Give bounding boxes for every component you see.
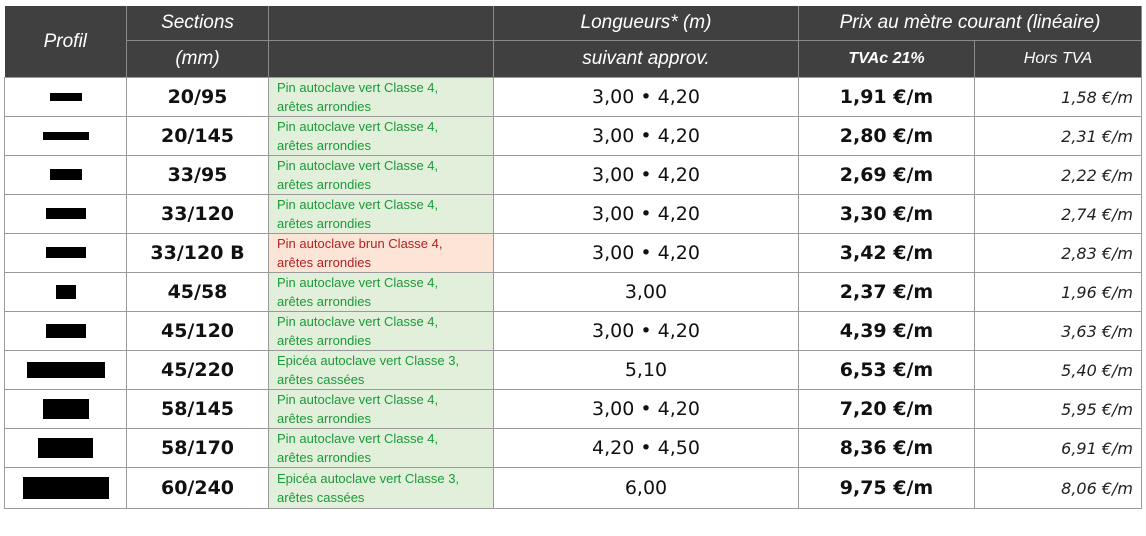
- profile-shape: [23, 477, 109, 499]
- profile-shape: [43, 399, 89, 419]
- section-cell: 58/145: [127, 390, 269, 429]
- section-cell: 60/240: [127, 468, 269, 509]
- table-row: [5, 195, 1142, 234]
- description-cell: [269, 78, 494, 117]
- profile-cell: [5, 117, 127, 156]
- price-tvac-cell: 6,53 €/m: [799, 351, 975, 390]
- profile-shape: [46, 208, 86, 219]
- price-tvac-cell: 1,91 €/m: [799, 78, 975, 117]
- price-hors-tva-cell: 1,58 €/m: [975, 78, 1142, 117]
- description-cell: [269, 429, 494, 468]
- length-cell: 3,00 • 4,20: [494, 78, 799, 117]
- length-cell: 3,00 • 4,20: [494, 312, 799, 351]
- description-line-2: arêtes arrondies: [277, 138, 371, 153]
- section-cell: 20/145: [127, 117, 269, 156]
- price-hors-tva-cell: 5,40 €/m: [975, 351, 1142, 390]
- length-cell: 3,00 • 4,20: [494, 195, 799, 234]
- price-hors-tva-cell: 3,63 €/m: [975, 312, 1142, 351]
- price-table-container: [4, 6, 1141, 509]
- section-cell: 33/120: [127, 195, 269, 234]
- price-tvac-cell: 7,20 €/m: [799, 390, 975, 429]
- length-cell: 3,00 • 4,20: [494, 117, 799, 156]
- description-line-2: arêtes cassées: [277, 490, 365, 505]
- header-description-blank: [269, 6, 494, 41]
- table-row: [5, 273, 1142, 312]
- profile-shape: [38, 438, 93, 458]
- profile-cell: [5, 429, 127, 468]
- profile-cell: [5, 390, 127, 429]
- price-hors-tva-cell: 1,96 €/m: [975, 273, 1142, 312]
- table-row: [5, 312, 1142, 351]
- table-row: [5, 390, 1142, 429]
- description-cell: [269, 234, 494, 273]
- length-cell: 4,20 • 4,50: [494, 429, 799, 468]
- description-line-1: Pin autoclave vert Classe 4,: [277, 158, 439, 173]
- description-line-1: Pin autoclave vert Classe 4,: [277, 197, 439, 212]
- length-cell: 3,00 • 4,20: [494, 390, 799, 429]
- price-hors-tva-cell: 6,91 €/m: [975, 429, 1142, 468]
- table-row: [5, 78, 1142, 117]
- table-row: [5, 429, 1142, 468]
- section-cell: 45/58: [127, 273, 269, 312]
- profile-shape: [46, 247, 86, 258]
- description-line-2: arêtes arrondies: [277, 333, 371, 348]
- profile-cell: [5, 273, 127, 312]
- header-longueurs-note: suivant approv.: [494, 41, 799, 78]
- profile-shape: [46, 324, 86, 338]
- price-tvac-cell: 9,75 €/m: [799, 468, 975, 509]
- description-line-2: arêtes arrondies: [277, 411, 371, 426]
- price-hors-tva-cell: 5,95 €/m: [975, 390, 1142, 429]
- length-cell: 5,10: [494, 351, 799, 390]
- price-tvac-cell: 3,42 €/m: [799, 234, 975, 273]
- description-line-2: arêtes cassées: [277, 372, 365, 387]
- price-table-body: [5, 78, 1142, 509]
- profile-shape: [50, 169, 82, 180]
- description-cell: [269, 156, 494, 195]
- description-line-1: Pin autoclave vert Classe 4,: [277, 119, 439, 134]
- table-row: [5, 156, 1142, 195]
- length-cell: 3,00 • 4,20: [494, 234, 799, 273]
- description-line-1: Pin autoclave vert Classe 4,: [277, 80, 439, 95]
- description-line-1: Pin autoclave vert Classe 4,: [277, 431, 439, 446]
- length-cell: 3,00: [494, 273, 799, 312]
- header-sections: Sections: [127, 6, 269, 41]
- length-cell: 3,00 • 4,20: [494, 156, 799, 195]
- section-cell: 45/120: [127, 312, 269, 351]
- description-cell: [269, 117, 494, 156]
- header-sections-unit: (mm): [127, 41, 269, 78]
- price-tvac-cell: 2,37 €/m: [799, 273, 975, 312]
- header-prix: Prix au mètre courant (linéaire): [799, 6, 1142, 41]
- price-tvac-cell: 2,80 €/m: [799, 117, 975, 156]
- section-cell: 58/170: [127, 429, 269, 468]
- description-line-2: arêtes arrondies: [277, 255, 371, 270]
- description-cell: [269, 468, 494, 509]
- profile-cell: [5, 312, 127, 351]
- description-line-1: Pin autoclave vert Classe 4,: [277, 392, 439, 407]
- price-tvac-cell: 4,39 €/m: [799, 312, 975, 351]
- profile-shape: [56, 285, 76, 299]
- description-line-2: arêtes arrondies: [277, 99, 371, 114]
- price-hors-tva-cell: 2,83 €/m: [975, 234, 1142, 273]
- profile-cell: [5, 234, 127, 273]
- price-tvac-cell: 2,69 €/m: [799, 156, 975, 195]
- price-hors-tva-cell: 2,22 €/m: [975, 156, 1142, 195]
- header-description-blank-2: [269, 41, 494, 78]
- length-cell: 6,00: [494, 468, 799, 509]
- price-table: [4, 6, 1142, 509]
- profile-cell: [5, 195, 127, 234]
- description-cell: [269, 390, 494, 429]
- price-hors-tva-cell: 2,74 €/m: [975, 195, 1142, 234]
- description-cell: [269, 273, 494, 312]
- section-cell: 33/95: [127, 156, 269, 195]
- description-line-1: Epicéa autoclave vert Classe 3,: [277, 353, 460, 368]
- profile-cell: [5, 78, 127, 117]
- description-line-2: arêtes arrondies: [277, 216, 371, 231]
- description-line-1: Pin autoclave vert Classe 4,: [277, 275, 439, 290]
- description-line-2: arêtes arrondies: [277, 294, 371, 309]
- table-row: [5, 117, 1142, 156]
- header-profil: Profil: [5, 6, 127, 78]
- profile-shape: [43, 132, 89, 140]
- description-line-1: Epicéa autoclave vert Classe 3,: [277, 471, 460, 486]
- profile-cell: [5, 468, 127, 509]
- description-cell: [269, 312, 494, 351]
- description-cell: [269, 351, 494, 390]
- price-tvac-cell: 3,30 €/m: [799, 195, 975, 234]
- section-cell: 45/220: [127, 351, 269, 390]
- price-tvac-cell: 8,36 €/m: [799, 429, 975, 468]
- table-row: [5, 234, 1142, 273]
- header-hors-tva: Hors TVA: [975, 41, 1142, 78]
- table-row: [5, 351, 1142, 390]
- price-hors-tva-cell: 2,31 €/m: [975, 117, 1142, 156]
- description-line-1: Pin autoclave brun Classe 4,: [277, 236, 443, 251]
- description-cell: [269, 195, 494, 234]
- section-cell: 20/95: [127, 78, 269, 117]
- description-line-2: arêtes arrondies: [277, 177, 371, 192]
- profile-cell: [5, 351, 127, 390]
- profile-cell: [5, 156, 127, 195]
- description-line-1: Pin autoclave vert Classe 4,: [277, 314, 439, 329]
- price-hors-tva-cell: 8,06 €/m: [975, 468, 1142, 509]
- table-row: [5, 468, 1142, 509]
- profile-shape: [27, 362, 105, 378]
- description-line-2: arêtes arrondies: [277, 450, 371, 465]
- header-tvac: TVAc 21%: [799, 41, 975, 78]
- header-longueurs: Longueurs* (m): [494, 6, 799, 41]
- section-cell: 33/120 B: [127, 234, 269, 273]
- profile-shape: [50, 93, 82, 101]
